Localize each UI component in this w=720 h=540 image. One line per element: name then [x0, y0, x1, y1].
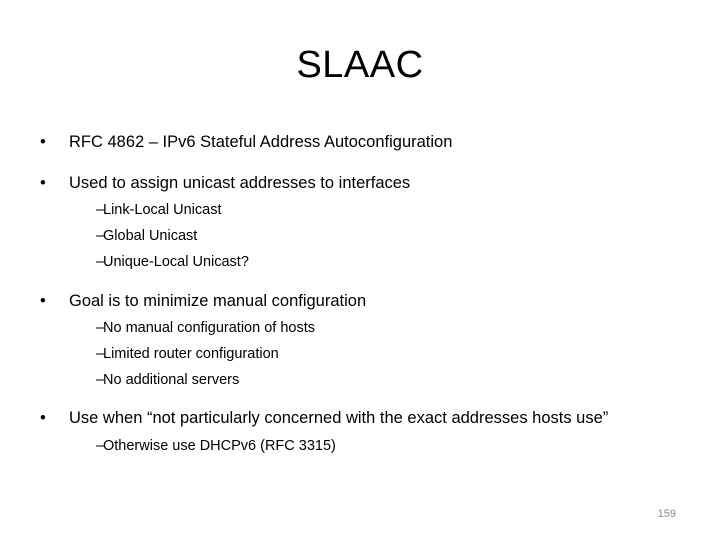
bullet-text: Used to assign unicast addresses to interfaces	[69, 174, 411, 192]
sub-bullet-text: Global Unicast	[103, 228, 198, 244]
bullet-point-icon: •	[40, 292, 46, 310]
bullet-text: Use when “not particularly concerned with the exact addresses hosts use”	[69, 409, 609, 427]
dash-icon: –	[96, 320, 105, 336]
dash-icon: –	[96, 346, 105, 362]
dash-icon: –	[96, 228, 105, 244]
sub-bullet-text: No additional servers	[103, 372, 240, 388]
dash-icon: –	[96, 202, 105, 218]
sub-bullet-text: Unique-Local Unicast?	[103, 254, 249, 270]
bullet-text: Goal is to minimize manual configuration	[69, 292, 367, 310]
slide-title: SLAAC	[296, 44, 424, 86]
bullet-point-icon: •	[40, 133, 46, 151]
dash-icon: –	[96, 438, 105, 454]
page-number: 159	[657, 508, 676, 520]
dash-icon: –	[96, 372, 105, 388]
sub-bullet-text: Otherwise use DHCPv6 (RFC 3315)	[103, 438, 336, 454]
bullet-point-icon: •	[40, 174, 46, 192]
bullet-point-icon: •	[40, 409, 46, 427]
sub-bullet-text: Limited router configuration	[103, 346, 279, 362]
sub-bullet-text: Link-Local Unicast	[103, 202, 222, 218]
dash-icon: –	[96, 254, 105, 270]
sub-bullet-text: No manual configuration of hosts	[103, 320, 315, 336]
bullet-text: RFC 4862 – IPv6 Stateful Address Autoconfiguration	[69, 133, 453, 151]
